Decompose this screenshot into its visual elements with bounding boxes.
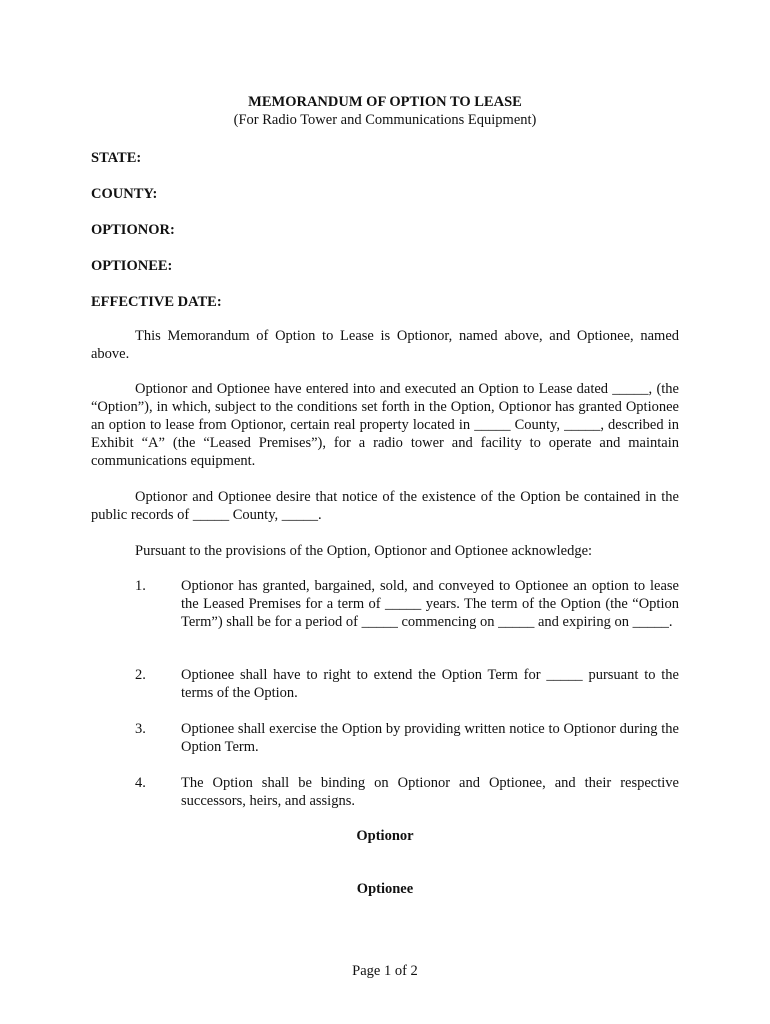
effective-date-label: EFFECTIVE DATE: (91, 294, 222, 310)
list-item (91, 774, 679, 810)
list-item-text: Optionee shall have to right to extend the Option Term for _____ pursuant to the terms of the Option. (181, 667, 679, 701)
optionee-signature-label: Optionee (356, 881, 414, 897)
optionor-label: OPTIONOR: (91, 222, 175, 238)
document-title: MEMORANDUM OF OPTION TO LEASE (248, 94, 522, 110)
list-item-number: 3. (135, 721, 146, 737)
list-item (91, 577, 679, 631)
page-number: Page 1 of 2 (352, 963, 418, 979)
document-subtitle: (For Radio Tower and Communications Equipment) (233, 112, 537, 128)
list-item-number: 1. (135, 578, 146, 594)
paragraph-public-records: Optionor and Optionee desire that notice of the existence of the Option be contained in the public records of _____ County, _____. (91, 489, 679, 523)
list-item-number: 4. (135, 775, 146, 791)
list-item (91, 720, 679, 756)
paragraph-intro: This Memorandum of Option to Lease is Optionor, named above, and Optionee, named above. (91, 328, 679, 362)
list-item-number: 2. (135, 667, 146, 683)
paragraph-option-details: Optionor and Optionee have entered into and executed an Option to Lease dated _____, (the “Option”), in which, subject to the conditions set forth in the Option, Optionor has granted Optionee an option to lease from Optionor, certain real property located in _____ County, _____, described in Exhibit “A” (the “Leased Premises”), for a radio tower and facility to operate and maintain communications equipment. (91, 381, 679, 469)
list-item-text: Optionee shall exercise the Option by providing written notice to Optionor during the Option Term. (181, 721, 679, 755)
state-label: STATE: (91, 150, 142, 166)
list-item-text: Optionor has granted, bargained, sold, and conveyed to Optionee an option to lease the Leased Premises for a term of _____ years. The term of the Option (the “Option Term”) shall be for a period of _____ commencing on _____ and expiring on _____. (181, 578, 679, 630)
county-label: COUNTY: (91, 186, 158, 202)
optionee-label: OPTIONEE: (91, 258, 173, 274)
list-item-text: The Option shall be binding on Optionor and Optionee, and their respective successors, heirs, and assigns. (181, 775, 679, 809)
optionor-signature-label: Optionor (356, 828, 414, 844)
paragraph-acknowledge: Pursuant to the provisions of the Option, Optionor and Optionee acknowledge: (135, 543, 593, 559)
list-item (91, 666, 679, 702)
